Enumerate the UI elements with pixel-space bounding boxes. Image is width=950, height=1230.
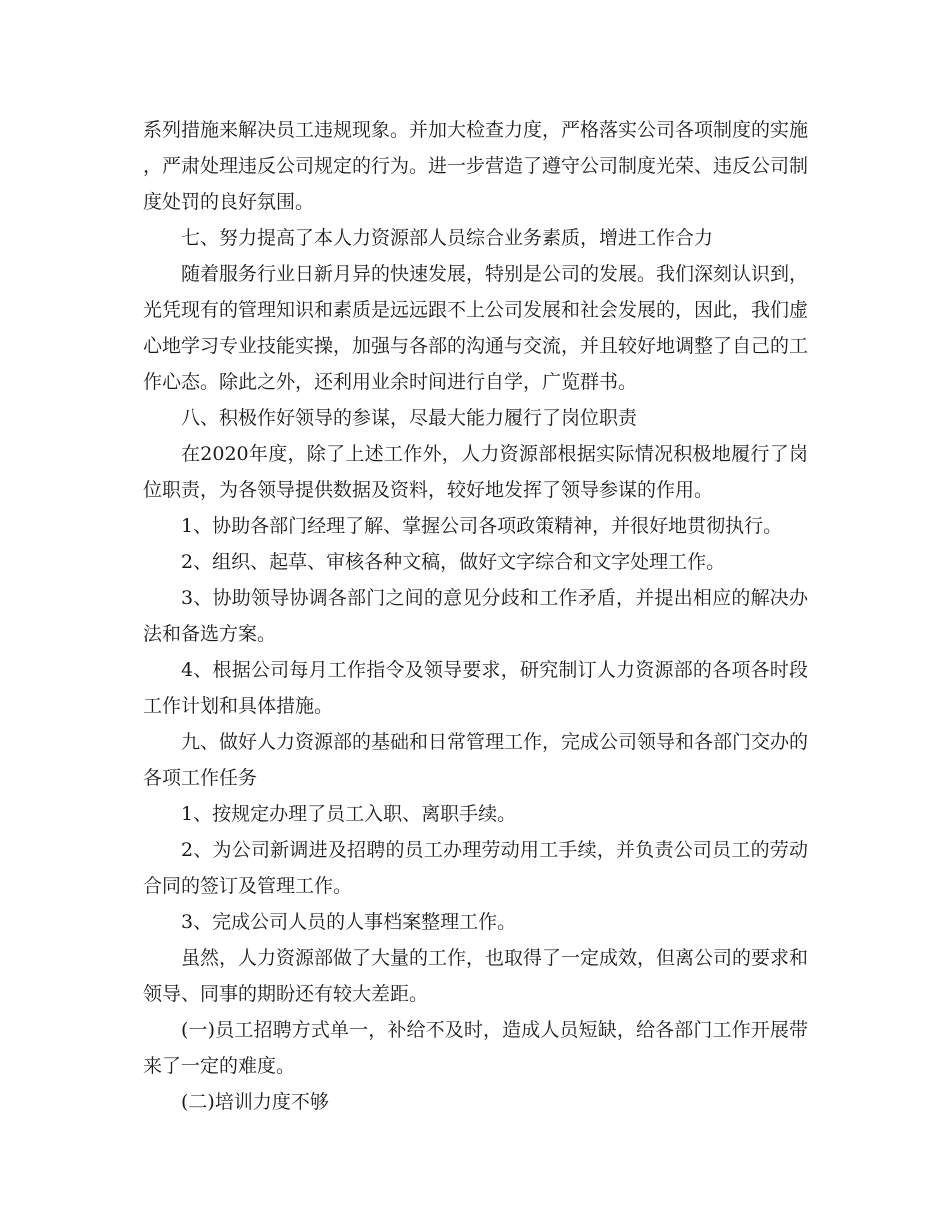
- paragraph-continuation: 系列措施来解决员工违规现象。并加大检查力度，严格落实公司各项制度的实施，严肃处理违反公司规定的行为。进一步营造了遵守公司制度光荣、违反公司制度处罚的良好氛围。: [143, 119, 809, 213]
- heading-section-9: 九、做好人力资源部的基础和日常管理工作，完成公司领导和各部门交办的各项工作任务: [143, 731, 809, 789]
- list-item-8-2: 2、组织、起草、审核各种文稿，做好文字综合和文字处理工作。: [181, 551, 726, 573]
- heading-section-8: 八、积极作好领导的参谋，尽最大能力履行了岗位职责: [181, 407, 638, 429]
- heading-section-7: 七、努力提高了本人力资源部人员综合业务素质，增进工作合力: [181, 227, 714, 249]
- list-item-8-3: 3、协助领导协调各部门之间的意见分歧和工作矛盾，并提出相应的解决办法和备选方案。: [143, 587, 808, 645]
- document-page: [143, 112, 808, 1120]
- list-item-8-1: 1、协助各部门经理了解、掌握公司各项政策精神，并很好地贯彻执行。: [181, 515, 783, 537]
- list-item-9-3: 3、完成公司人员的人事档案整理工作。: [181, 911, 517, 933]
- list-item-9-2: 2、为公司新调进及招聘的员工办理劳动用工手续，并负责公司员工的劳动合同的签订及管理工作。: [143, 839, 808, 897]
- shortcoming-item-1: (一)员工招聘方式单一，补给不及时，造成人员短缺，给各部门工作开展带来了一定的难度。: [143, 1019, 808, 1077]
- paragraph-shortcomings-intro: 虽然，人力资源部做了大量的工作，也取得了一定成效，但离公司的要求和领导、同事的期盼还有较大差距。: [143, 947, 809, 1005]
- list-item-8-4: 4、根据公司每月工作指令及领导要求，研究制订人力资源部的各项各时段工作计划和具体措施。: [143, 659, 808, 717]
- paragraph-section-8-body: 在2020年度，除了上述工作外，人力资源部根据实际情况积极地履行了岗位职责，为各领导提供数据及资料，较好地发挥了领导参谋的作用。: [143, 443, 808, 501]
- shortcoming-item-2: (二)培训力度不够: [181, 1091, 329, 1113]
- list-item-9-1: 1、按规定办理了员工入职、离职手续。: [181, 803, 517, 825]
- paragraph-section-7-body: 随着服务行业日新月异的快速发展，特别是公司的发展。我们深刻认识到，光凭现有的管理知识和素质是远远跟不上公司发展和社会发展的，因此，我们虚心地学习专业技能实操，加强与各部的沟通与交流，并且较好地调整了自己的工作心态。除此之外，还利用业余时间进行自学，广览群书。: [143, 263, 809, 393]
